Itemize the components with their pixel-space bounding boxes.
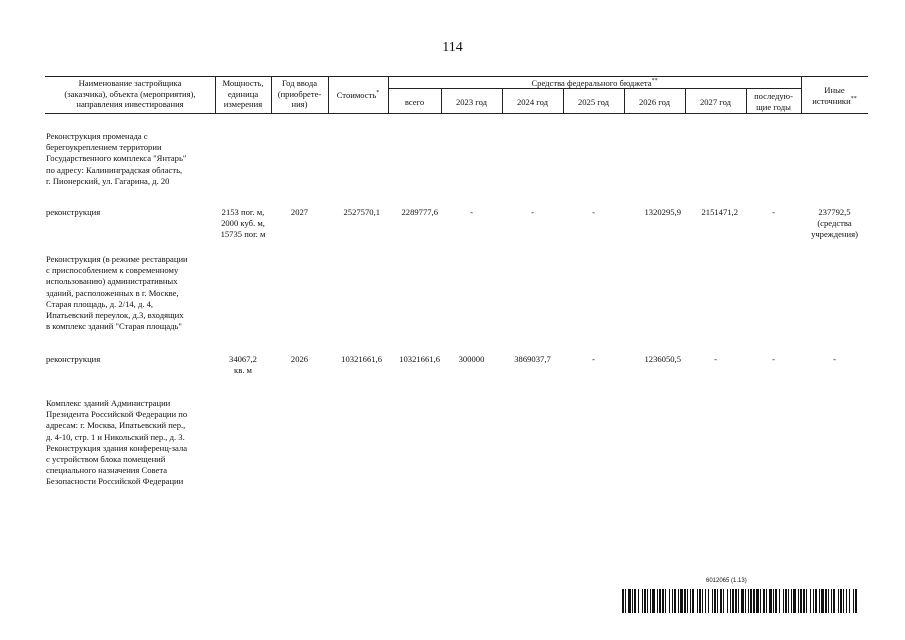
header-other-label: источники (812, 95, 851, 106)
barcode-bar (766, 589, 767, 613)
row-capacity-line: 2153 пог. м, (221, 207, 265, 217)
object-title-line: Государственного комплекса "Янтарь" (46, 153, 187, 164)
header-other-footnote-mark: ** (850, 95, 857, 102)
header-sub-later-line: щие годы (756, 101, 791, 112)
row-later: - (772, 207, 775, 217)
barcode-bar (833, 589, 835, 613)
barcode-bar (838, 589, 839, 613)
barcode-bar (756, 589, 759, 613)
barcode-bar (748, 589, 749, 613)
header-cost (328, 90, 388, 101)
header-sub-2027: 2027 год (699, 97, 732, 107)
row-capacity-line: 2000 куб. м, (221, 218, 265, 229)
barcode-bar (684, 589, 686, 613)
row-2027: 2151471,2 (701, 207, 738, 217)
row-capacity-line: кв. м (234, 365, 252, 376)
barcode-bar (849, 589, 850, 613)
barcode-bar (840, 589, 842, 613)
header-capacity-line: измерения (223, 99, 263, 110)
header-year-line: (приобрете- (277, 88, 322, 99)
object-title-line: специального назначения Совета (46, 465, 168, 476)
header-name-line: направления инвестирования (76, 99, 184, 110)
barcode-bar (779, 589, 780, 613)
barcode-bar (773, 589, 774, 613)
barcode-bar (702, 589, 703, 613)
row-capacity (212, 354, 274, 376)
object-title-line: Старая площадь, д. 2/14, д. 4, (46, 298, 154, 309)
barcode-bar (745, 589, 746, 613)
barcode-bar (730, 589, 731, 613)
page-number: 114 (442, 40, 463, 55)
row-other-line: - (833, 354, 836, 364)
barcode-bar (735, 589, 737, 613)
row-other (801, 354, 868, 365)
barcode-bar (831, 589, 832, 613)
object-title-line: Реконструкция (в режиме реставрации (46, 254, 188, 264)
barcode-bar (625, 589, 626, 613)
barcode-bar (753, 589, 755, 613)
object-1-title (46, 131, 186, 187)
barcode-bar (665, 589, 666, 613)
row-capacity (212, 207, 274, 241)
header-sub-2025: 2025 год (577, 97, 610, 107)
object-title-line: Президента Российской Федерации по (46, 409, 188, 420)
row-2026: 1320295,9 (644, 207, 681, 217)
barcode-bar (652, 589, 655, 613)
object-title-line: д. 4-10, стр. 1 и Никольский пер., д. 3. (46, 431, 185, 442)
row-2023: - (470, 207, 473, 217)
header-sub-total: всего (404, 97, 425, 107)
row-type: реконструкция (46, 207, 101, 217)
barcode-bar (760, 589, 761, 613)
barcode-bar (825, 589, 827, 613)
object-title-line: с приспособлением к современному (46, 265, 179, 276)
header-sub-later (746, 91, 801, 112)
header-other-line: Иные (824, 85, 845, 95)
header-other-line (801, 96, 868, 107)
barcode-bar (793, 589, 796, 613)
barcode-bar (705, 589, 706, 613)
header-year-line: ния) (291, 99, 308, 110)
barcode-bar (783, 589, 784, 613)
barcode-bar (720, 589, 722, 613)
row-other-line: учреждения) (811, 229, 858, 240)
object-title-line: использованию) административных (46, 276, 178, 287)
header-sub-2024: 2024 год (516, 97, 549, 107)
barcode-bar (741, 589, 744, 613)
barcode-number: 6012065 (1.13) (706, 578, 747, 584)
row-year: 2027 (290, 207, 309, 217)
barcode-bar (634, 589, 636, 613)
object-title-line: берегоукреплением территории (46, 142, 162, 153)
object-title-line: адресам: г. Москва, Ипатьевский пер., (46, 420, 186, 431)
barcode-bar (647, 589, 648, 613)
barcode-bar (813, 589, 814, 613)
object-2-title (46, 254, 188, 332)
object-title-line: Ипатьевский переулок, д.3, входящих (46, 310, 184, 321)
barcode-bar (732, 589, 734, 613)
barcode-bar (788, 589, 789, 613)
barcode-bar (697, 589, 698, 613)
barcode-bar (642, 589, 643, 613)
barcode (622, 589, 858, 613)
barcode-bar (669, 589, 670, 613)
barcode-bar (727, 589, 728, 613)
header-cost-footnote-mark: * (376, 90, 380, 97)
row-other-line: (средства (817, 218, 852, 229)
header-name-line: Наименование застройщика (78, 78, 182, 88)
row-type: реконструкция (46, 354, 101, 364)
row-2027: - (714, 354, 717, 364)
header-sub-later-line: последую- (754, 91, 793, 101)
barcode-bar (659, 589, 661, 613)
row-capacity-line: 34067,2 (229, 354, 257, 364)
barcode-bar (699, 589, 701, 613)
barcode-bar (712, 589, 713, 613)
row-2024: - (531, 207, 534, 217)
object-title-line: Реконструкция здания конференц-зала (46, 442, 188, 453)
header-sub-2026: 2026 год (638, 97, 671, 107)
header-capacity (215, 78, 271, 110)
barcode-bar (803, 589, 805, 613)
barcode-bar (690, 589, 691, 613)
barcode-bar (723, 589, 724, 613)
barcode-bar (815, 589, 817, 613)
barcode-bar (674, 589, 676, 613)
barcode-bar (678, 589, 679, 613)
barcode-bar (785, 589, 787, 613)
row-2023: 300000 (458, 354, 485, 364)
barcode-bar (798, 589, 799, 613)
barcode-bar (791, 589, 792, 613)
barcode-bar (846, 589, 847, 613)
row-total: 10321661,6 (399, 354, 440, 364)
header-bottom-rule (45, 113, 868, 114)
barcode-bar (806, 589, 807, 613)
row-total: 2289777,6 (401, 207, 438, 217)
barcode-bar (717, 589, 718, 613)
barcode-bar (821, 589, 824, 613)
barcode-bar (800, 589, 802, 613)
header-sub-2023: 2023 год (455, 97, 488, 107)
barcode-bar (657, 589, 658, 613)
barcode-bar (855, 589, 857, 613)
row-later: - (772, 354, 775, 364)
header-other (801, 85, 868, 106)
header-capacity-line: единица (227, 88, 259, 99)
barcode-bar (714, 589, 716, 613)
header-capacity-line: Мощность, (222, 78, 264, 88)
object-title-line: с устройством блока помещений (46, 454, 166, 465)
object-title-line: Реконструкция променада с (46, 131, 148, 141)
header-federal-budget-label: Средства федерального бюджета (531, 78, 652, 88)
row-2025: - (592, 354, 595, 364)
barcode-bar (650, 589, 651, 613)
object-title-line: г. Пионерский, ул. Гагарина, д. 20 (46, 175, 170, 186)
row-capacity-line: 15735 пог. м (220, 229, 266, 240)
header-year-line: Год ввода (281, 78, 318, 88)
object-3-title (46, 398, 187, 488)
object-title-line: по адресу: Калининградская область, (46, 164, 183, 175)
barcode-bar (819, 589, 820, 613)
row-other (801, 207, 868, 241)
object-title-line: Безопасности Российской Федерации (46, 476, 184, 487)
barcode-bar (853, 589, 854, 613)
header-cost-label: Стоимость (336, 90, 377, 100)
barcode-bar (622, 589, 624, 613)
header-name (45, 78, 215, 110)
header-year (271, 78, 328, 110)
barcode-bar (810, 589, 811, 613)
barcode-bar (708, 589, 709, 613)
barcode-bar (828, 589, 829, 613)
header-name-line: (заказчика), объекта (мероприятия), (64, 88, 196, 99)
row-2026: 1236050,5 (644, 354, 681, 364)
row-cost: 2527570,1 (343, 207, 380, 217)
barcode-bar (662, 589, 664, 613)
object-title-line: в комплекс зданий "Старая площадь" (46, 321, 182, 332)
barcode-bar (628, 589, 631, 613)
barcode-bar (687, 589, 688, 613)
barcode-bar (644, 589, 646, 613)
barcode-bar (632, 589, 633, 613)
header-top-rule (45, 76, 868, 77)
header-federal-budget (388, 78, 801, 89)
barcode-bar (843, 589, 844, 613)
barcode-bar (692, 589, 694, 613)
row-year: 2026 (290, 354, 309, 364)
row-2025: - (592, 207, 595, 217)
object-title-line: зданий, расположенных в г. Москве, (46, 287, 179, 298)
barcode-bar (638, 589, 639, 613)
header-federal-budget-footnote-mark: ** (651, 78, 658, 85)
barcode-bar (775, 589, 777, 613)
barcode-bar (738, 589, 739, 613)
object-title-line: Комплекс зданий Администрации (46, 398, 171, 408)
barcode-bar (763, 589, 765, 613)
barcode-bar (769, 589, 772, 613)
row-other-line: 237792,5 (818, 207, 851, 217)
barcode-bar (750, 589, 752, 613)
barcode-bar (672, 589, 673, 613)
barcode-bar (680, 589, 683, 613)
row-2024: 3869037,7 (514, 354, 551, 364)
row-cost: 10321661,6 (341, 354, 382, 364)
